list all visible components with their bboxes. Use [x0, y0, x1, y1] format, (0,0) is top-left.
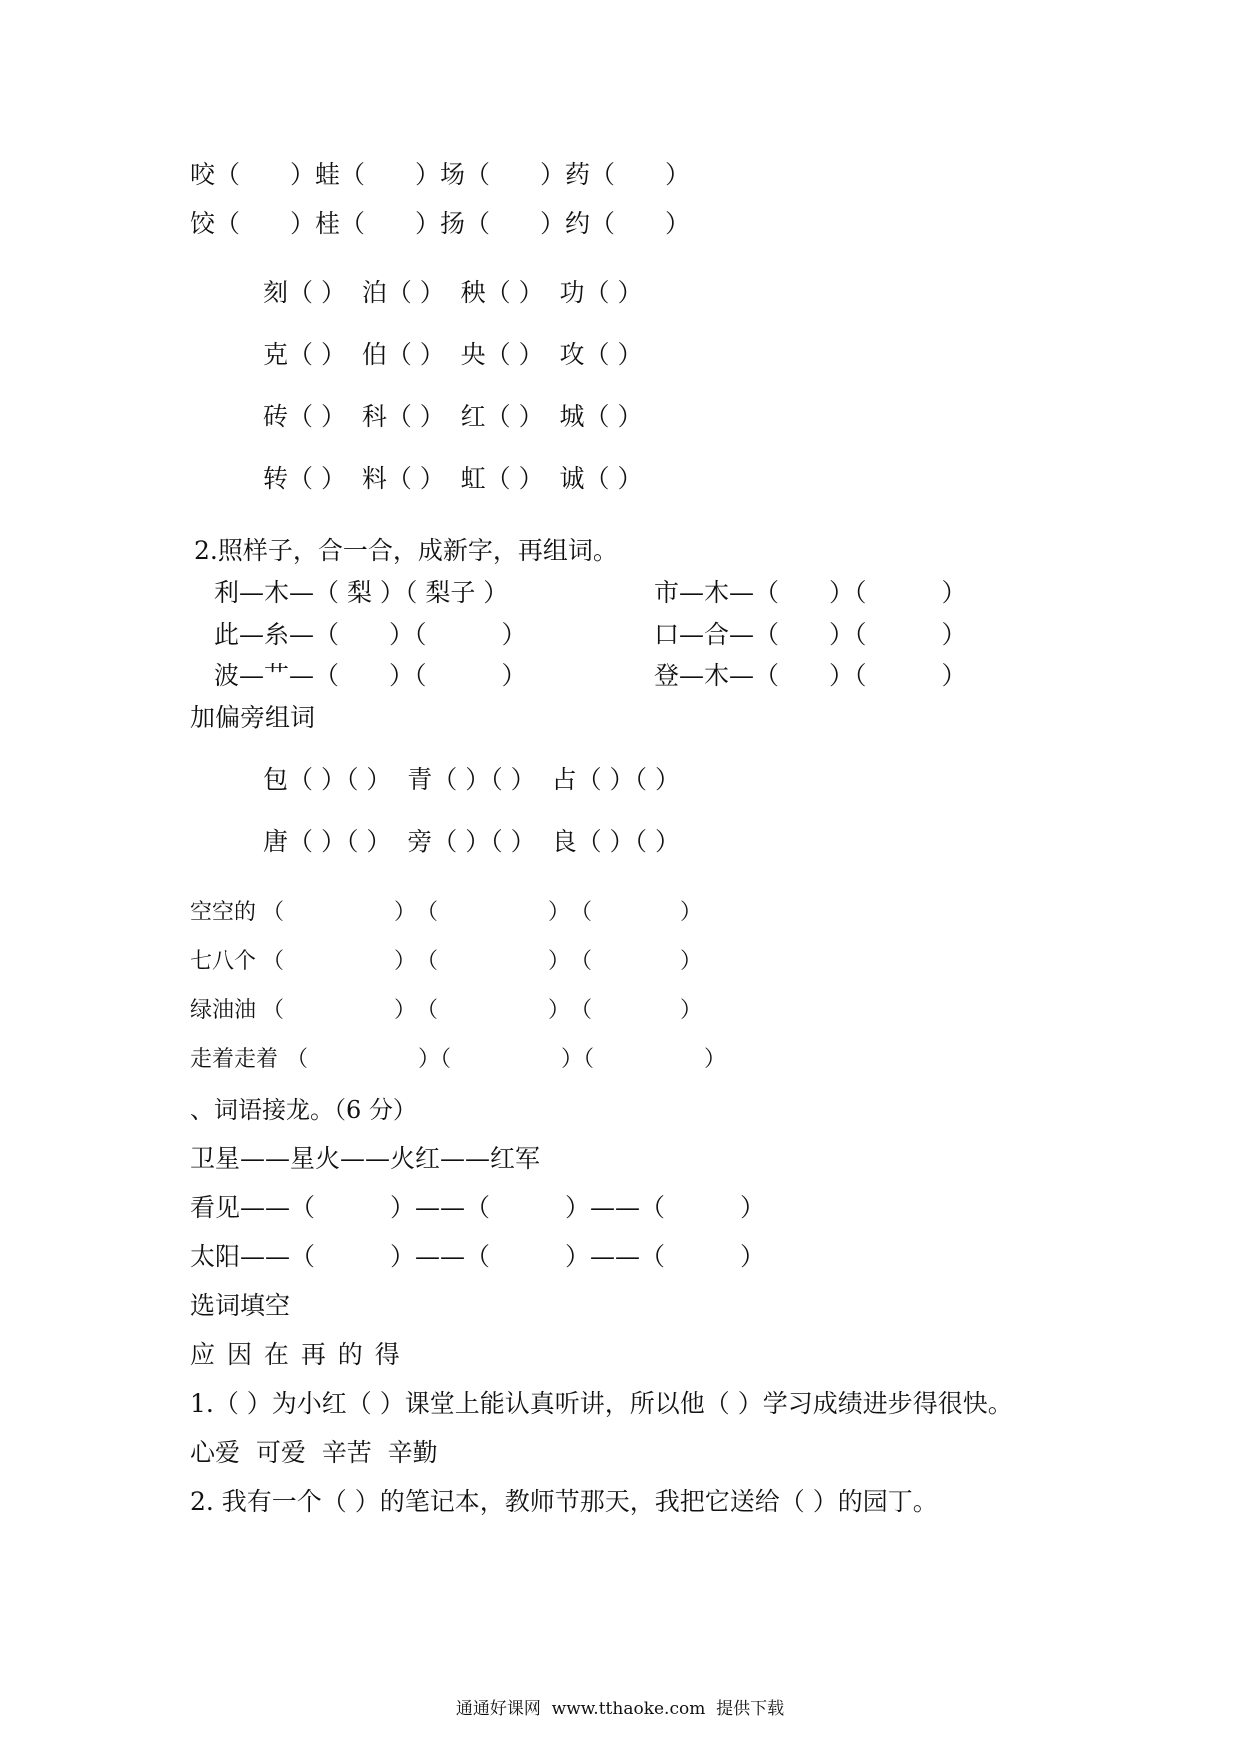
similar-word-3: 绿油油 — [190, 998, 257, 1023]
similar-blanks-1: （ ） （ ） （ ） — [262, 900, 703, 925]
char-group-row-4: 转（ ） 料（ ） 虹（ ） 诚（ ） — [263, 464, 643, 493]
fill-title: 选词填空 — [190, 1291, 291, 1320]
similar-word-4: 走着走着 — [190, 1047, 279, 1072]
chain-title: 、词语接龙。（6 分） — [190, 1096, 417, 1124]
radical-title: 加偏旁组词 — [190, 703, 316, 732]
page-footer: 通通好课网 www.tthaoke.com 提供下载 — [455, 1699, 785, 1719]
polyphone-row-1: 咬（ ）蛙（ ）场（ ）药（ ） — [190, 160, 691, 189]
char-group-row-3: 砖（ ） 科（ ） 红（ ） 城（ ） — [263, 402, 643, 431]
similar-blanks-4: （ ）（ ）（ ） — [286, 1047, 727, 1072]
similar-word-1: 空空的 — [190, 900, 257, 925]
similar-word-2: 七八个 — [190, 949, 257, 974]
combine-title: 2.照样子，合一合，成新字，再组词。 — [194, 536, 618, 565]
chain-example: 卫星——星火——火红——红军 — [190, 1144, 541, 1173]
fill-question-1: 1.（ ）为小红（ ）课堂上能认真听讲，所以他（ ）学习成绩进步得很快。 — [190, 1389, 1013, 1418]
radical-row-2: 唐（ ）（ ） 旁（ ）（ ） 良（ ）（ ） — [263, 827, 680, 856]
combine-left-1: 利—木—（ 梨 ）（ 梨子 ） — [214, 578, 509, 607]
chain-row-2: 太阳——（ ）——（ ）——（ ） — [190, 1242, 766, 1271]
combine-left-3: 波—艹—（ ）（ ） — [214, 661, 527, 690]
chain-row-1: 看见——（ ）——（ ）——（ ） — [190, 1193, 766, 1222]
char-group-row-1: 刻（ ） 泊（ ） 秧（ ） 功（ ） — [263, 278, 643, 307]
polyphone-row-2: 饺（ ）桂（ ）扬（ ）约（ ） — [190, 209, 691, 238]
combine-right-1: 市—木—（ ）（ ） — [654, 578, 967, 607]
fill-question-2: 2. 我有一个（ ）的笔记本，教师节那天，我把它送给（ ）的园丁。 — [190, 1487, 938, 1516]
similar-blanks-2: （ ） （ ） （ ） — [262, 949, 703, 974]
fill-options-2: 心爱 可爱 辛苦 辛勤 — [190, 1438, 438, 1467]
similar-blanks-3: （ ） （ ） （ ） — [262, 998, 703, 1023]
combine-left-2: 此—糸—（ ）（ ） — [214, 620, 527, 649]
combine-right-3: 登—木—（ ）（ ） — [654, 661, 967, 690]
char-group-row-2: 克（ ） 伯（ ） 央（ ） 攻（ ） — [263, 340, 643, 369]
fill-options-1: 应 因 在 再 的 得 — [190, 1340, 402, 1369]
combine-right-2: 口—合—（ ）（ ） — [654, 620, 967, 649]
radical-row-1: 包（ ）（ ） 青（ ）（ ） 占（ ）（ ） — [263, 765, 680, 794]
